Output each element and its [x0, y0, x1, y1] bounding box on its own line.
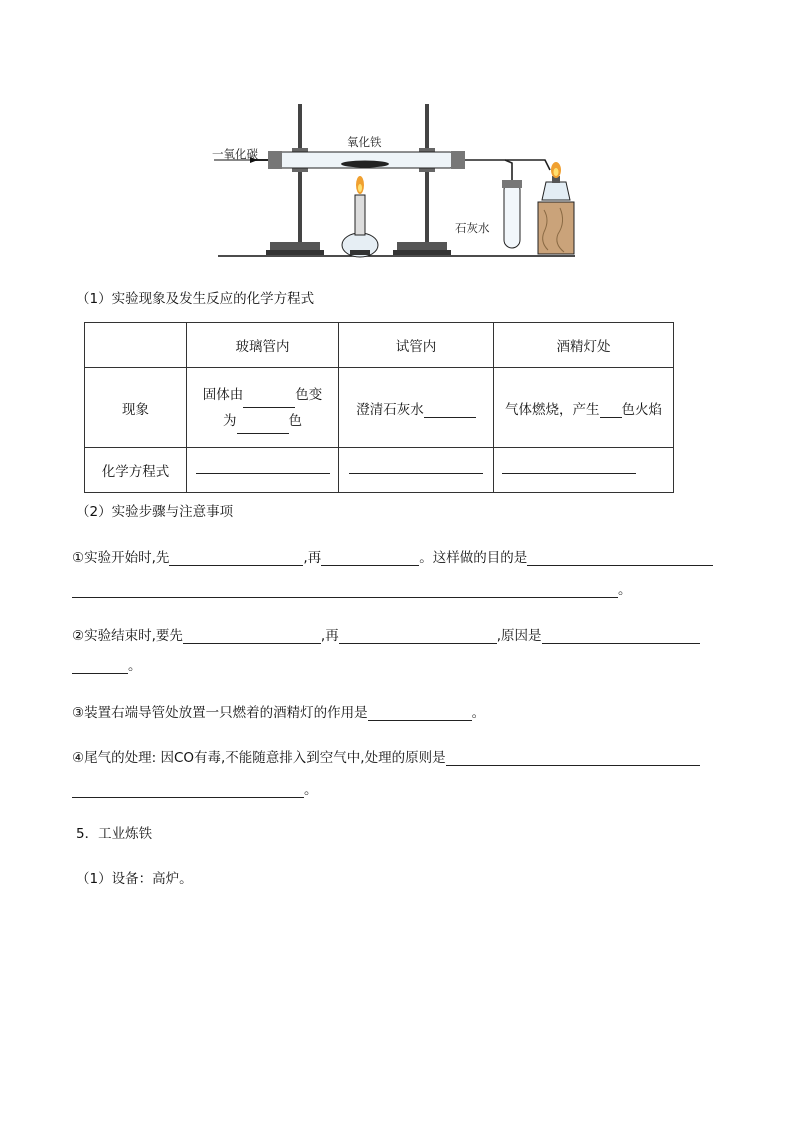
item-1-blank-1[interactable]: [169, 551, 303, 566]
table-header-alcohol-lamp: 酒精灯处: [494, 323, 674, 368]
table-header-empty: [85, 323, 187, 368]
row-label-phenomenon: 现象: [85, 368, 187, 448]
cell-test-tube-equation[interactable]: [339, 448, 494, 493]
test-tube-text: 澄清石灰水: [356, 401, 424, 418]
item-2-blank-3[interactable]: [542, 629, 700, 644]
glass-tube-text-1: 固体由: [202, 386, 244, 403]
cell-lamp-equation[interactable]: [494, 448, 674, 493]
figure-label-co: 一氧化碳: [212, 147, 258, 161]
glass-tube-text-2: 色变: [295, 386, 323, 403]
apparatus-figure: [200, 100, 580, 260]
item-1-blank-2[interactable]: [321, 551, 419, 566]
section-1-heading: （1）实验现象及发生反应的化学方程式: [76, 291, 315, 307]
item-4-line-1: ④尾气的处理: 因CO有毒,不能随意排入到空气中,处理的原则是: [72, 746, 722, 766]
table-header-glass-tube: 玻璃管内: [187, 323, 339, 368]
item-1-blank-4[interactable]: [72, 583, 618, 598]
item-1-line-1: ①实验开始时,先 ,再 。这样做的目的是: [72, 546, 722, 566]
item-2-blank-1[interactable]: [183, 629, 321, 644]
item-4-blank-1[interactable]: [446, 751, 700, 766]
section-5-heading: 5．工业炼铁: [76, 826, 153, 842]
item-1-line-2: 。: [72, 578, 722, 598]
section-2-heading: （2）实验步骤与注意事项: [76, 504, 234, 520]
cell-lamp-phenomenon: [494, 368, 674, 448]
lamp-text-2: 色火焰: [621, 401, 662, 418]
lamp-text-1: 气体燃烧，产生: [505, 401, 600, 418]
item-2-line-2: 。: [72, 654, 722, 674]
cell-test-tube-phenomenon: [339, 368, 494, 448]
section-5-sub-1: （1）设备：高炉。: [76, 871, 193, 887]
glass-tube-color-blank-2[interactable]: [237, 419, 289, 434]
item-2-blank-2[interactable]: [339, 629, 497, 644]
item-4-blank-2[interactable]: [72, 783, 304, 798]
cell-glass-tube-equation[interactable]: [187, 448, 339, 493]
item-2-blank-4[interactable]: [72, 659, 128, 674]
lamp-color-blank[interactable]: [600, 403, 622, 418]
glass-tube-text-4: 色: [288, 412, 302, 429]
table-header-test-tube: 试管内: [339, 323, 494, 368]
row-label-equation: 化学方程式: [85, 448, 187, 493]
item-4-line-2: 。: [72, 778, 722, 798]
cell-glass-tube-phenomenon: [187, 368, 339, 448]
test-tube-blank[interactable]: [424, 403, 476, 418]
item-2-line-1: ②实验结束时,要先 ,再 ,原因是: [72, 624, 722, 644]
item-3-blank[interactable]: [368, 706, 472, 721]
apparatus-drawing: [200, 100, 580, 260]
figure-label-limewater: 石灰水: [455, 221, 490, 235]
glass-tube-color-blank-1[interactable]: [243, 393, 295, 408]
item-1-blank-3[interactable]: [527, 551, 713, 566]
experiment-table: [84, 322, 674, 493]
figure-label-iron-oxide: 氧化铁: [347, 135, 382, 149]
glass-tube-text-3: 为: [223, 412, 237, 429]
item-3-line: ③装置右端导管处放置一只燃着的酒精灯的作用是 。: [72, 705, 486, 721]
